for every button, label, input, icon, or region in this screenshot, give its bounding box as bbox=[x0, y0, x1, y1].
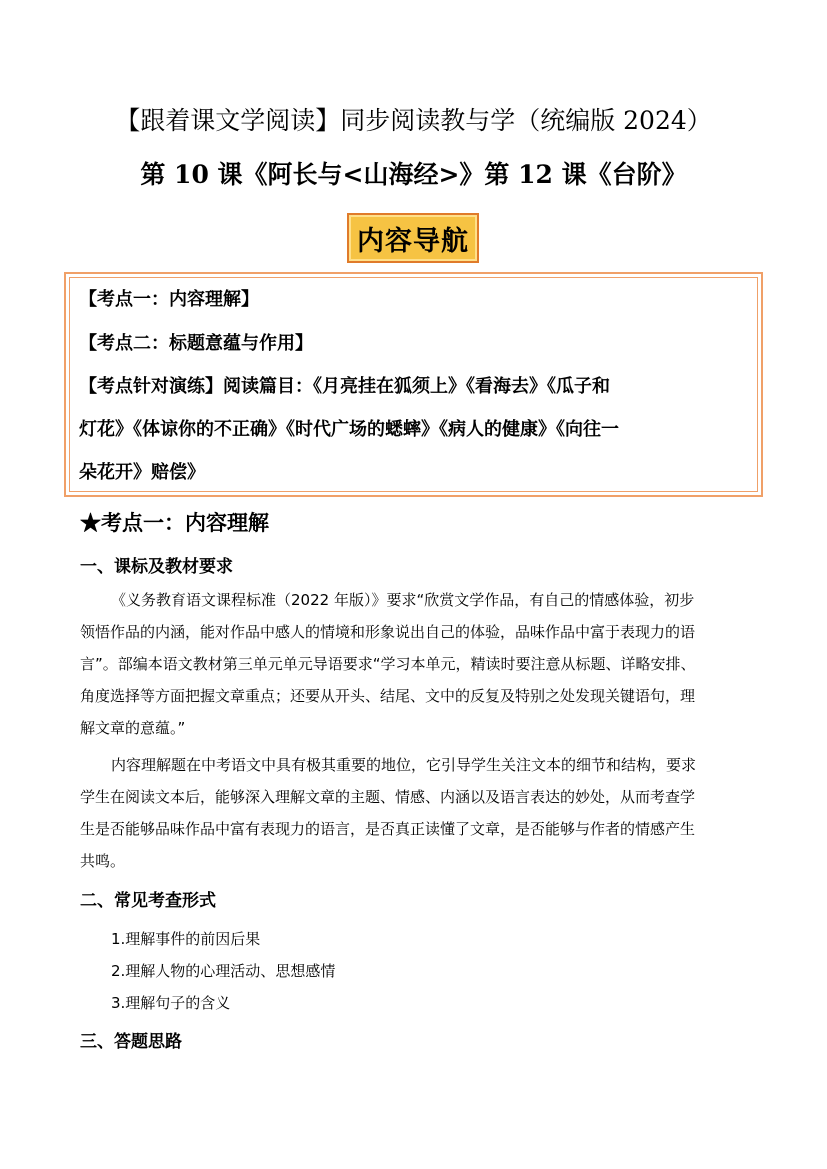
paragraph-line: 解文章的意蕴。” bbox=[80, 719, 186, 737]
paragraph-line: 《义务教育语文课程标准（2022 年版）》要求“欣赏文学作品，有自己的情感体验，初步 bbox=[111, 591, 695, 609]
paragraph-line: 共鸣。 bbox=[80, 852, 126, 870]
section-title: ★考点一：内容理解 bbox=[80, 510, 269, 535]
paragraph-line: 角度选择等方面把握文章重点；还要从开头、结尾、文中的反复及特别之处发现关键语句，理 bbox=[80, 687, 696, 705]
paragraph-line: 领悟作品的内涵，能对作品中感人的情境和形象说出自己的体验，品味作品中富于表现力的语 bbox=[80, 623, 696, 641]
lesson-title: 第 10 课《阿长与<山海经>》第 12 课《台阶》 bbox=[140, 160, 687, 189]
heading-exam-forms: 二、常见考查形式 bbox=[80, 891, 216, 911]
document-title: 【跟着课文学阅读】同步阅读教与学（统编版 2024） bbox=[115, 106, 712, 135]
heading-answer-approach: 三、答题思路 bbox=[80, 1032, 182, 1052]
paragraph-line: 言”。部编本语文教材第三单元单元导语要求“学习本单元，精读时要注意从标题、详略安排、 bbox=[80, 655, 696, 673]
paragraph-line: 内容理解题在中考语文中具有极其重要的地位，它引导学生关注文本的细节和结构，要求 bbox=[111, 756, 697, 774]
heading-curriculum: 一、课标及教材要求 bbox=[80, 557, 233, 577]
list-item: 1.理解事件的前因后果 bbox=[111, 930, 261, 948]
nav-item-point-two: 【考点二：标题意蕴与作用】 bbox=[79, 333, 313, 354]
list-item: 2.理解人物的心理活动、思想感情 bbox=[111, 962, 336, 980]
nav-item-practice: 【考点针对演练】阅读篇目：《月亮挂在狐须上》《看海去》《瓜子和 bbox=[79, 376, 610, 397]
paragraph-line: 学生在阅读文本后，能够深入理解文章的主题、情感、内涵以及语言表达的妙处，从而考查学 bbox=[80, 788, 696, 806]
nav-item-practice-cont: 灯花》《体谅你的不正确》《时代广场的蟋蟀》《病人的健康》《向往一 bbox=[79, 419, 619, 440]
nav-item-point-one: 【考点一：内容理解】 bbox=[79, 289, 259, 310]
paragraph-line: 生是否能够品味作品中富有表现力的语言，是否真正读懂了文章，是否能够与作者的情感产生 bbox=[80, 820, 696, 838]
nav-item-practice-end: 朵花开》赔偿》 bbox=[79, 462, 205, 483]
list-item: 3.理解句子的含义 bbox=[111, 994, 231, 1012]
content-navigation-badge: 内容导航 bbox=[347, 213, 479, 263]
